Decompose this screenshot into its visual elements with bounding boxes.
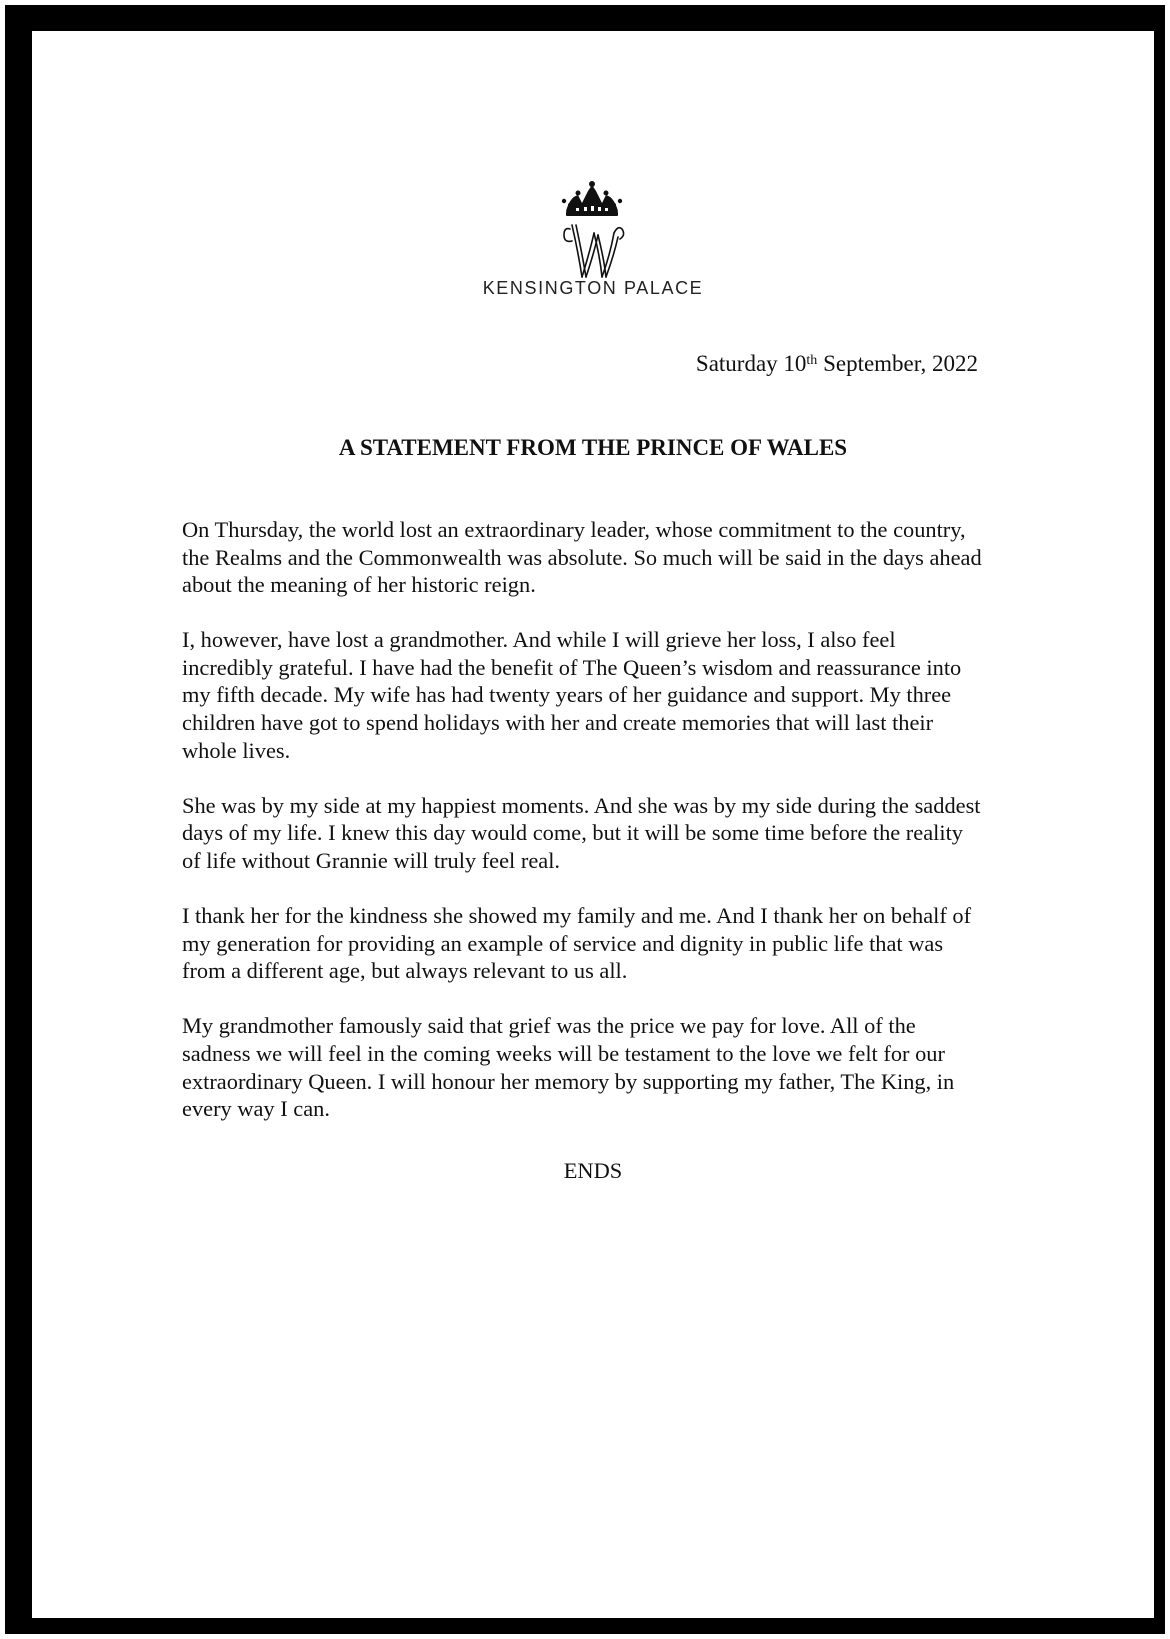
paragraph-2: I, however, have lost a grandmother. And while I will grieve her loss, I also feel incredibly grateful. I have had the benefit of The Queen’s wisdom and reassurance into my fifth decade. My wife has had twenty years of her guidance and support. My three children have got to spend holidays with her and create memories that will last their whole lives.: [182, 627, 962, 763]
paragraph-1: On Thursday, the world lost an extraordinary leader, whose commitment to the country, the Realms and the Commonwealth was absolute. So much will be said in the days ahead about the meaning of her historic reign.: [182, 517, 982, 598]
statement-page: [32, 31, 1154, 1618]
paragraph-5: My grandmother famously said that grief was the price we pay for love. All of the sadness we will feel in the coming weeks will be testament to the love we felt for our extraordinary Queen. I will honour her memory by supporting my father, The King, in every way I can.: [182, 1013, 955, 1122]
palace-name: KENSINGTON PALACE: [482, 278, 704, 298]
date-day: 10: [783, 351, 807, 376]
statement-title: A STATEMENT FROM THE PRINCE OF WALES: [338, 435, 848, 460]
closing-ends: ENDS: [563, 1158, 623, 1183]
date-month-year: September, 2022: [823, 351, 978, 376]
statement-date: [696, 349, 978, 379]
date-weekday: Saturday: [695, 351, 778, 376]
date-ordinal: th: [806, 353, 818, 368]
paragraph-4: I thank her for the kindness she showed my family and me. And I thank her on behalf of my generation for providing an example of service and dignity in public life that was from a different age, but always relevant to us all.: [182, 903, 972, 984]
paragraph-3: She was by my side at my happiest moments. And she was by my side during the saddest days of my life. I knew this day would come, but it will be some time before the reality of life without Grannie will truly feel real.: [182, 792, 981, 873]
statement-body: [182, 516, 982, 1150]
